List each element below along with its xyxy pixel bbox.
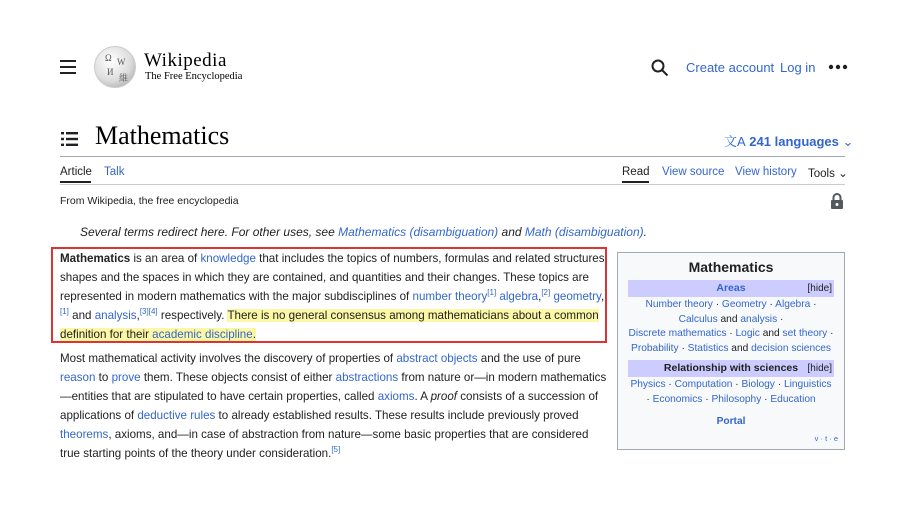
navbox-link[interactable]: set theory	[782, 328, 828, 339]
link-abstract-objects[interactable]: abstract objects	[396, 352, 478, 365]
hide-sciences-toggle[interactable]: [hide]	[807, 363, 832, 374]
citation-link[interactable]: [5]	[331, 445, 341, 455]
link-theorems[interactable]: theorems	[60, 428, 109, 441]
navbox-sciences-header: Relationship with sciences [hide]	[628, 360, 834, 377]
tools-label: Tools	[808, 168, 835, 180]
selection-highlight-box	[51, 247, 607, 343]
wikipedia-wordmark[interactable]: Wikipedia	[144, 50, 227, 71]
highlighted-sentence: There is no general consensus among mathematicians about a common definition for their academic discipline.	[60, 309, 599, 341]
language-count: 241 languages	[749, 134, 839, 149]
wikipedia-tagline: The Free Encyclopedia	[145, 71, 243, 82]
navbox-link[interactable]: analysis	[740, 313, 778, 325]
citation-link[interactable]: [3][4]	[139, 307, 158, 317]
navbox-link[interactable]: decision sciences	[751, 342, 831, 354]
link-geometry[interactable]: geometry	[553, 290, 601, 303]
navbox-link[interactable]: Computation	[674, 379, 733, 390]
disambiguation-link-math[interactable]: Math (disambiguation)	[524, 225, 644, 239]
link-reason[interactable]: reason	[60, 371, 96, 384]
chevron-down-icon: ⌄	[838, 168, 848, 180]
tab-article-selected-indicator	[60, 181, 91, 183]
navbox-link[interactable]: Logic	[735, 328, 760, 339]
create-account-link[interactable]: Create account	[686, 60, 775, 75]
tab-article[interactable]: Article	[60, 166, 92, 178]
link-axioms[interactable]: axioms	[377, 390, 415, 403]
navbox-link[interactable]: Philosophy	[711, 393, 762, 405]
link-algebra[interactable]: algebra	[499, 290, 539, 303]
link-prove[interactable]: prove	[111, 371, 141, 384]
site-subtitle: From Wikipedia, the free encyclopedia	[60, 195, 239, 207]
navbox-vte-links[interactable]: v · t · e	[814, 434, 838, 443]
navbox-link[interactable]: Linguistics	[783, 379, 832, 390]
link-deductive-rules[interactable]: deductive rules	[137, 409, 216, 422]
more-options-icon[interactable]	[828, 64, 848, 70]
title-divider	[60, 156, 845, 157]
navbox-sciences-list: Physics · Computation · Biology · Linguistics · Economics · Philosophy · Education	[630, 379, 832, 405]
language-button[interactable]	[724, 131, 853, 150]
tab-view-source[interactable]: View source	[662, 166, 725, 178]
main-menu-icon[interactable]	[60, 60, 76, 74]
navbox-title: Mathematics	[688, 259, 774, 275]
tab-read[interactable]: Read	[622, 166, 650, 178]
link-number-theory[interactable]: number theory	[412, 290, 488, 303]
link-analysis[interactable]: analysis	[94, 309, 137, 322]
link-academic-discipline[interactable]: academic discipline	[152, 328, 253, 341]
link-abstractions[interactable]: abstractions	[335, 371, 399, 384]
tab-talk[interactable]: Talk	[104, 166, 125, 178]
navbox-link[interactable]: Algebra	[775, 299, 811, 310]
navbox-link[interactable]: Physics	[630, 379, 666, 390]
search-icon[interactable]	[651, 59, 669, 77]
navbox-portal	[624, 415, 838, 430]
tab-view-history[interactable]: View history	[735, 166, 797, 178]
navbox-link[interactable]: Education	[770, 393, 816, 405]
navbox-link[interactable]: Number theory	[645, 299, 713, 310]
navbox-link[interactable]: Biology	[741, 379, 775, 390]
citation-link[interactable]: [1]	[60, 307, 69, 317]
disambiguation-link-mathematics[interactable]: Mathematics (disambiguation)	[338, 225, 499, 239]
login-link[interactable]: Log in	[780, 60, 816, 75]
navbox-areas-header	[628, 280, 834, 297]
math-navbox	[617, 252, 845, 450]
citation-link[interactable]: [2]	[541, 288, 551, 298]
navbox-link[interactable]: Statistics	[687, 342, 729, 354]
hatnote: Several terms redirect here. For other uses, see Mathematics (disambiguation) and Math (disambiguation).	[80, 225, 647, 239]
navbox-link[interactable]: Geometry	[721, 299, 767, 310]
lock-icon[interactable]	[830, 193, 844, 209]
portal-link[interactable]: Portal	[716, 416, 746, 427]
navbox-link[interactable]: Calculus	[678, 313, 718, 325]
navbox-areas-link[interactable]: Areas	[716, 282, 746, 294]
tab-read-selected-indicator	[622, 181, 649, 183]
wikipedia-logo[interactable]: Ω W И 維	[94, 46, 136, 88]
navbox-link[interactable]: Probability	[631, 342, 679, 354]
chevron-down-icon: ⌄	[842, 134, 854, 149]
tabs-divider	[60, 184, 845, 185]
citation-link[interactable]: [1]	[487, 288, 497, 298]
body-paragraph: Most mathematical activity involves the discovery of properties of abstract objects and the use of pure reason to prove them. These objects consist of either abstractions from nature or—in modern mathematics—entities that are stipulated to have certain properties, called axioms. A proof consists of a succession of applications of deductive rules to already established results. These results include previously proved theorems, axioms, and—in case of abstraction from nature—some basic properties that are considered true starting points of the theory under consideration.[5]	[60, 352, 607, 460]
tools-menu[interactable]	[808, 166, 848, 180]
translate-icon: 文A	[724, 134, 746, 149]
navbox-areas-list: Number theory · Geometry · Algebra · Calculus and analysis · Discrete mathematics · Logic and set theory · Probability · Statistics and decision sciences	[628, 299, 834, 354]
navbox-link[interactable]: Economics	[652, 393, 703, 405]
link-knowledge[interactable]: knowledge	[200, 252, 256, 265]
lead-paragraph: Mathematics is an area of knowledge that includes the topics of numbers, formulas and related structures, shapes and the spaces in which they are contained, and quantities and their changes. These topics are represented in modern mathematics with the major subdisciplines of number theory[1] algebra,[2] geometry,[1] and analysis,[3][4] respectively. There is no general consensus among mathematicians about a common definition for their academic discipline.	[60, 252, 608, 341]
navbox-link[interactable]: Discrete mathematics	[628, 328, 727, 339]
hide-areas-toggle[interactable]: [hide]	[807, 283, 832, 294]
page-title: Mathematics	[95, 121, 230, 150]
table-of-contents-icon[interactable]	[61, 132, 78, 146]
